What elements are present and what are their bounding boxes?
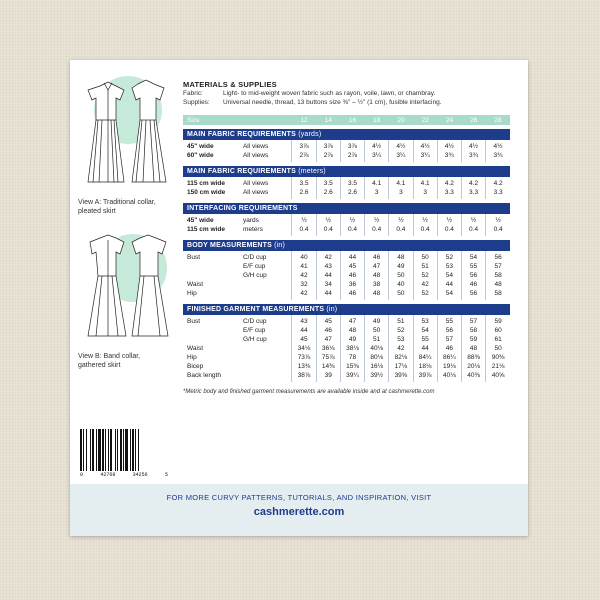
value-cell: 40 — [292, 251, 316, 262]
value-cell: 40⅝ — [486, 371, 510, 382]
value-cell: 4½ — [461, 140, 485, 151]
section-title — [183, 304, 510, 315]
row-sublabel: yards — [242, 217, 259, 224]
value-cell: 46 — [340, 289, 364, 300]
value-cell: 90⅜ — [486, 353, 510, 362]
value-cell: 36⅛ — [316, 344, 340, 353]
value-cell: 3.3 — [437, 188, 461, 199]
value-cell: 40⅜ — [461, 371, 485, 382]
value-cell: 43 — [292, 315, 316, 326]
table-row — [183, 335, 510, 344]
row-label: Bust — [187, 318, 201, 325]
row-sublabel: All views — [242, 152, 269, 159]
value-cell: 4.2 — [437, 177, 461, 188]
value-cell: 78 — [340, 353, 364, 362]
value-cell: 0.4 — [316, 225, 340, 236]
section-unit: (yards) — [298, 131, 322, 138]
value-cell: 20⅛ — [461, 362, 485, 371]
size-cell: 22 — [421, 116, 429, 124]
value-cell: 49 — [340, 335, 364, 344]
table-row — [183, 177, 510, 188]
value-cell: 34⅛ — [292, 344, 316, 353]
value-cell: 0.4 — [486, 225, 510, 236]
value-cell: 21⅛ — [486, 362, 510, 371]
value-cell: 48 — [340, 326, 364, 335]
value-cell: 39¼ — [340, 371, 364, 382]
size-cell: 18 — [373, 116, 381, 124]
row-label: 45" wide — [187, 217, 214, 224]
value-cell: 14⅜ — [316, 362, 340, 371]
section-title-text: BODY MEASUREMENTS — [187, 242, 272, 249]
value-cell: 42 — [413, 280, 437, 289]
row-sublabel: All views — [242, 180, 269, 187]
value-cell: 4½ — [389, 140, 413, 151]
row-sublabel — [243, 353, 292, 362]
value-cell: 57 — [461, 315, 485, 326]
value-cell: 50 — [413, 251, 437, 262]
section-title-text: MAIN FABRIC REQUIREMENTS — [187, 131, 297, 138]
value-cell: 58 — [461, 326, 485, 335]
value-cell: 17⅛ — [389, 362, 413, 371]
value-cell: 42 — [292, 289, 316, 300]
section-title — [183, 203, 510, 214]
view-b — [78, 228, 178, 370]
view-a-caption: View A: Traditional collar, pleated skirt — [78, 199, 156, 215]
requirements-section — [183, 166, 510, 199]
table-row — [183, 362, 510, 371]
table-row — [183, 151, 510, 162]
value-cell: 57 — [437, 335, 461, 344]
value-cell: 55 — [437, 315, 461, 326]
value-cell: 54 — [413, 326, 437, 335]
value-cell: 44 — [316, 289, 340, 300]
requirements-table — [183, 251, 510, 300]
value-cell: 19⅛ — [437, 362, 461, 371]
value-cell: ½ — [486, 214, 510, 225]
value-cell: 49 — [365, 315, 389, 326]
requirement-sections — [183, 129, 510, 382]
value-cell: 2⅞ — [340, 151, 364, 162]
value-cell: 82⅛ — [389, 353, 413, 362]
value-cell: 4½ — [413, 140, 437, 151]
supplies-line — [183, 98, 510, 107]
value-cell: 52 — [437, 251, 461, 262]
table-row — [183, 262, 510, 271]
value-cell: 38 — [365, 280, 389, 289]
row-sublabel — [243, 280, 292, 289]
value-cell: 4.1 — [413, 177, 437, 188]
value-cell: 2.6 — [292, 188, 316, 199]
footer-banner — [70, 484, 528, 536]
value-cell: 40⅛ — [365, 344, 389, 353]
view-b-caption: View B: Band collar, gathered skirt — [78, 353, 141, 369]
row-label — [183, 271, 243, 280]
fabric-text: Light- to mid-weight woven fabric such as rayon, voile, lawn, or chambray. — [223, 90, 436, 97]
size-cell: 12 — [300, 116, 308, 124]
value-cell: 44 — [340, 251, 364, 262]
value-cell: 43 — [316, 262, 340, 271]
table-row — [183, 140, 510, 151]
value-cell: 3¼ — [389, 151, 413, 162]
row-sublabel: meters — [242, 226, 263, 233]
row-label: Hip — [187, 354, 197, 361]
value-cell: 4½ — [365, 140, 389, 151]
value-cell: 38⅛ — [340, 344, 364, 353]
section-title — [183, 240, 510, 251]
value-cell: 55 — [413, 335, 437, 344]
value-cell: 36 — [340, 280, 364, 289]
value-cell: 47 — [340, 315, 364, 326]
value-cell: 44 — [292, 326, 316, 335]
section-title — [183, 129, 510, 140]
value-cell: 88⅜ — [461, 353, 485, 362]
barcode-bars — [80, 429, 168, 471]
pattern-back-cover — [70, 60, 528, 536]
table-row — [183, 371, 510, 382]
row-label — [183, 262, 243, 271]
value-cell: 3⅞ — [292, 140, 316, 151]
row-sublabel: G/H cup — [242, 272, 267, 279]
row-label: Bicep — [187, 363, 204, 370]
value-cell: 42 — [292, 271, 316, 280]
value-cell: 53 — [413, 315, 437, 326]
value-cell: 84¼ — [413, 353, 437, 362]
value-cell: 54 — [437, 289, 461, 300]
value-cell: 46 — [340, 271, 364, 280]
value-cell: 0.4 — [461, 225, 485, 236]
value-cell: 50 — [389, 289, 413, 300]
value-cell: 32 — [292, 280, 316, 289]
value-cell: 51 — [365, 335, 389, 344]
value-cell: 3¼ — [365, 151, 389, 162]
value-cell: 16⅛ — [365, 362, 389, 371]
size-cell: 26 — [470, 116, 478, 124]
table-row — [183, 251, 510, 262]
value-cell: 48 — [461, 344, 485, 353]
row-label: Back length — [187, 372, 221, 379]
value-cell: 51 — [389, 315, 413, 326]
value-cell: 0.4 — [389, 225, 413, 236]
value-cell: 46 — [365, 251, 389, 262]
row-label: 115 cm wide — [187, 226, 225, 233]
table-row — [183, 280, 510, 289]
view-b-illustration — [78, 228, 178, 348]
value-cell: 3 — [389, 188, 413, 199]
barcode-bar — [139, 429, 142, 471]
value-cell: 59 — [486, 315, 510, 326]
section-title — [183, 166, 510, 177]
row-label: 60" wide — [187, 152, 214, 159]
view-a-illustration — [78, 74, 178, 194]
section-title-text: MAIN FABRIC REQUIREMENTS — [187, 168, 297, 175]
row-label — [183, 326, 243, 335]
value-cell: ½ — [292, 214, 316, 225]
value-cell: ½ — [389, 214, 413, 225]
row-sublabel: E/F cup — [242, 327, 266, 334]
value-cell: 73⅞ — [292, 353, 316, 362]
value-cell: 56 — [437, 326, 461, 335]
value-cell: 3¼ — [413, 151, 437, 162]
value-cell: 4.1 — [389, 177, 413, 188]
value-cell: 41 — [292, 262, 316, 271]
value-cell: ½ — [461, 214, 485, 225]
size-cell: 14 — [324, 116, 332, 124]
row-sublabel: All views — [242, 143, 269, 150]
value-cell: 48 — [365, 289, 389, 300]
value-cell: 59 — [461, 335, 485, 344]
value-cell: 44 — [413, 344, 437, 353]
value-cell: 0.4 — [413, 225, 437, 236]
value-cell: 50 — [486, 344, 510, 353]
value-cell: 44 — [437, 280, 461, 289]
requirements-section — [183, 240, 510, 300]
row-sublabel — [243, 344, 292, 353]
value-cell: 49 — [389, 262, 413, 271]
row-sublabel: G/H cup — [242, 336, 267, 343]
value-cell: 39½ — [365, 371, 389, 382]
size-cell: 16 — [348, 116, 357, 124]
value-cell: 39⅞ — [413, 371, 437, 382]
value-cell: 2⅞ — [292, 151, 316, 162]
value-cell: 4.2 — [461, 177, 485, 188]
value-cell: 56 — [461, 271, 485, 280]
row-sublabel: E/F cup — [242, 263, 266, 270]
size-header — [183, 115, 510, 125]
value-cell: 58 — [486, 271, 510, 280]
supplies-label: Supplies: — [183, 99, 210, 106]
size-cell: 28 — [494, 116, 502, 124]
value-cell: 54 — [437, 271, 461, 280]
value-cell: 34 — [316, 280, 340, 289]
size-cell: 20 — [397, 116, 405, 124]
value-cell: 0.4 — [292, 225, 316, 236]
value-cell: 50 — [389, 271, 413, 280]
row-sublabel: C/D cup — [242, 318, 267, 325]
value-cell: 15⅜ — [340, 362, 364, 371]
footer-tagline: FOR MORE CURVY PATTERNS, TUTORIALS, AND INSPIRATION, VISIT — [166, 493, 432, 502]
value-cell: 3.5 — [292, 177, 316, 188]
materials-title: MATERIALS & SUPPLIES — [183, 80, 277, 89]
value-cell: 53 — [389, 335, 413, 344]
row-label: 115 cm wide — [187, 180, 225, 187]
value-cell: 52 — [413, 289, 437, 300]
value-cell: 57 — [486, 262, 510, 271]
value-cell: 4.2 — [486, 177, 510, 188]
value-cell: 3.3 — [486, 188, 510, 199]
barcode-digit: 34256 — [132, 472, 148, 478]
value-cell: 39⅝ — [389, 371, 413, 382]
value-cell: ½ — [437, 214, 461, 225]
value-cell: 0.4 — [437, 225, 461, 236]
value-cell: 2.6 — [340, 188, 364, 199]
section-title-text: FINISHED GARMENT MEASUREMENTS — [187, 306, 325, 313]
requirements-section — [183, 203, 510, 236]
value-cell: 45 — [292, 335, 316, 344]
value-cell: 4½ — [437, 140, 461, 151]
requirements-table — [183, 315, 510, 382]
value-cell: 4½ — [486, 140, 510, 151]
footer-url: cashmerette.com — [253, 506, 345, 518]
value-cell: 3⅞ — [316, 140, 340, 151]
value-cell: 3¾ — [486, 151, 510, 162]
value-cell: 80⅛ — [365, 353, 389, 362]
section-unit: (meters) — [298, 168, 326, 175]
value-cell: 53 — [437, 262, 461, 271]
value-cell: 3 — [365, 188, 389, 199]
row-sublabel — [243, 362, 292, 371]
value-cell: 2.6 — [316, 188, 340, 199]
value-cell: ½ — [316, 214, 340, 225]
row-label: Waist — [187, 281, 204, 288]
barcode-digit: 0 — [80, 472, 84, 478]
specs-column — [183, 80, 510, 395]
value-cell: 3 — [413, 188, 437, 199]
row-label: 150 cm wide — [187, 189, 226, 196]
table-row — [183, 326, 510, 335]
size-label: Size — [187, 116, 200, 124]
table-row — [183, 188, 510, 199]
value-cell: 2⅞ — [316, 151, 340, 162]
value-cell: 3.5 — [316, 177, 340, 188]
row-label: Hip — [187, 290, 197, 297]
row-label: Bust — [187, 254, 201, 261]
value-cell: 0.4 — [365, 225, 389, 236]
section-title-text: INTERFACING REQUIREMENTS — [187, 205, 298, 212]
value-cell: 40 — [389, 280, 413, 289]
requirements-table — [183, 214, 510, 236]
row-sublabel — [243, 371, 292, 382]
value-cell: 18⅛ — [413, 362, 437, 371]
table-row — [183, 214, 510, 225]
value-cell: 45 — [340, 262, 364, 271]
barcode — [80, 429, 168, 478]
value-cell: 3¾ — [461, 151, 485, 162]
row-label: 45" wide — [187, 143, 214, 150]
table-row — [183, 344, 510, 353]
value-cell: 56 — [486, 251, 510, 262]
value-cell: 3.5 — [340, 177, 364, 188]
value-cell: 46 — [461, 280, 485, 289]
value-cell: 56 — [461, 289, 485, 300]
table-row — [183, 289, 510, 300]
views-column — [70, 60, 178, 480]
value-cell: 52 — [389, 326, 413, 335]
value-cell: 60 — [486, 326, 510, 335]
value-cell: 42 — [389, 344, 413, 353]
value-cell: 48 — [365, 271, 389, 280]
row-sublabel: All views — [242, 189, 269, 196]
value-cell: 58 — [486, 289, 510, 300]
value-cell: 3.3 — [461, 188, 485, 199]
requirements-section — [183, 304, 510, 382]
value-cell: ½ — [340, 214, 364, 225]
table-row — [183, 225, 510, 236]
row-sublabel: C/D cup — [242, 254, 267, 261]
requirements-table — [183, 140, 510, 162]
supplies-text: Universal needle, thread, 13 buttons size ⅜" – ½" (1 cm), fusible interfacing. — [223, 99, 442, 106]
value-cell: 86¼ — [437, 353, 461, 362]
value-cell: 4.1 — [365, 177, 389, 188]
metric-note: *Metric body and finished garment measurements are available inside and at cashmerette.com — [183, 389, 435, 395]
view-a — [78, 74, 178, 216]
value-cell: 46 — [316, 326, 340, 335]
value-cell: 55 — [461, 262, 485, 271]
value-cell: 40⅛ — [437, 371, 461, 382]
value-cell: 45 — [316, 315, 340, 326]
value-cell: 48 — [486, 280, 510, 289]
value-cell: 51 — [413, 262, 437, 271]
barcode-digit: 42768 — [100, 472, 116, 478]
value-cell: 3¾ — [437, 151, 461, 162]
value-cell: ½ — [413, 214, 437, 225]
fabric-line — [183, 89, 510, 98]
value-cell: 52 — [413, 271, 437, 280]
value-cell: 42 — [316, 251, 340, 262]
value-cell: 38⅞ — [292, 371, 316, 382]
value-cell: 50 — [365, 326, 389, 335]
value-cell: ½ — [365, 214, 389, 225]
row-label — [183, 335, 243, 344]
size-cell: 24 — [445, 116, 454, 124]
value-cell: 47 — [316, 335, 340, 344]
value-cell: 61 — [486, 335, 510, 344]
requirements-table — [183, 177, 510, 199]
section-unit: (in) — [326, 306, 338, 313]
value-cell: 44 — [316, 271, 340, 280]
barcode-digit: 5 — [164, 472, 168, 478]
requirements-section — [183, 129, 510, 162]
value-cell: 47 — [365, 262, 389, 271]
table-row — [183, 315, 510, 326]
section-unit: (in) — [274, 242, 286, 249]
value-cell: 48 — [389, 251, 413, 262]
value-cell: 54 — [461, 251, 485, 262]
row-sublabel — [243, 289, 292, 300]
barcode-digits — [80, 472, 168, 478]
table-row — [183, 353, 510, 362]
value-cell: 39 — [316, 371, 340, 382]
value-cell: 13⅜ — [292, 362, 316, 371]
value-cell: 3⅞ — [340, 140, 364, 151]
row-label: Waist — [187, 345, 204, 352]
value-cell: 75⅞ — [316, 353, 340, 362]
fabric-label: Fabric: — [183, 90, 203, 97]
value-cell: 0.4 — [340, 225, 364, 236]
table-row — [183, 271, 510, 280]
value-cell: 46 — [437, 344, 461, 353]
